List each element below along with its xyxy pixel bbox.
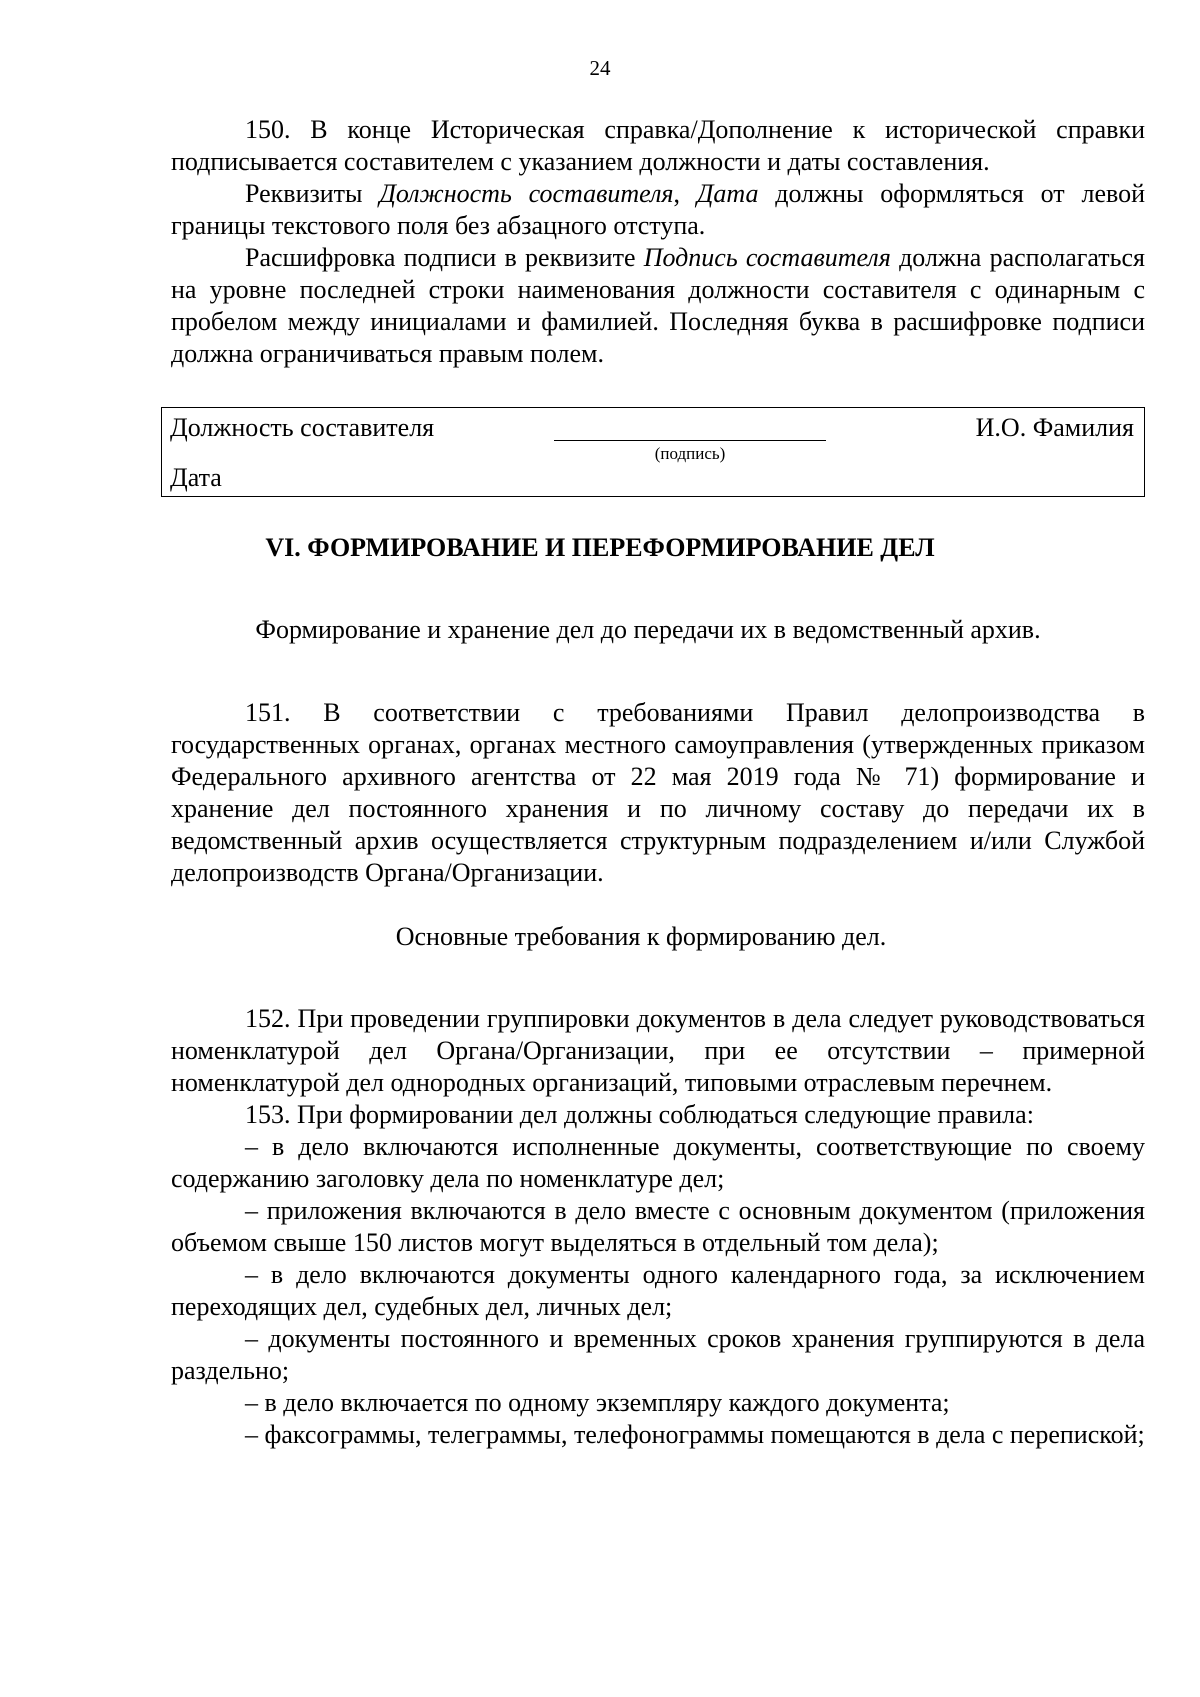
requisite-date-italic: Дата	[696, 179, 759, 208]
rule-item: – факсограммы, телеграммы, телефонограммы помещаются в дела с перепиской;	[245, 1420, 1145, 1449]
signature-position-label: Должность составителя	[170, 413, 435, 442]
requisites-text-end: должны оформляться от левой границы текстового поля без абзацного отступа.	[171, 179, 1146, 240]
rule-item: – в дело включаются исполненные документы, соответствующие по своему содержанию заголовку дела по номенклатуре дел;	[171, 1132, 1145, 1193]
rule-item: – в дело включается по одному экземпляру каждого документа;	[245, 1388, 950, 1417]
paragraph-150	[171, 114, 1145, 370]
paragraph-151	[171, 697, 1145, 889]
paragraph-153-text: 153. При формировании дел должны соблюдаться следующие правила:	[245, 1100, 1034, 1129]
paragraph-150-text: 150. В конце Историческая справка/Дополнение к исторической справки подписывается составителем с указанием должности и даты составления.	[171, 115, 1145, 176]
rule-item: – в дело включаются документы одного календарного года, за исключением переходящих дел, судебных дел, личных дел;	[171, 1260, 1145, 1321]
requisite-position-italic: Должность составителя	[379, 179, 674, 208]
decoding-text-end: должна располагаться на уровне последней строки наименования должности составителя с одинарным с пробелом между инициалами и фамилией. Последняя буква в расшифровке подписи должна ограничиваться правым полем.	[171, 243, 1145, 368]
signature-date-label: Дата	[170, 463, 222, 492]
paragraph-decoding	[171, 242, 1145, 370]
signature-caption: (подпись)	[654, 444, 726, 463]
requisites-text-start: Реквизиты	[245, 179, 380, 208]
section-title: VI. ФОРМИРОВАНИЕ И ПЕРЕФОРМИРОВАНИЕ ДЕЛ	[265, 533, 935, 562]
paragraph-requisites	[171, 178, 1145, 242]
requisites-separator: ,	[673, 179, 697, 208]
decoding-text-start: Расшифровка подписи в реквизите	[245, 243, 644, 272]
subheading-storage: Формирование и хранение дел до передачи их в ведомственный архив.	[255, 615, 1041, 644]
paragraphs-152-153	[171, 1003, 1145, 1451]
paragraph-152-text: 152. При проведении группировки документов в дела следует руководствоваться номенклатурой дел Органа/Организации, при ее отсутствии – примерной номенклатурой дел однородных организаций, типовыми отраслевым перечнем.	[171, 1004, 1145, 1097]
requisite-signature-italic: Подпись составителя	[643, 243, 891, 272]
signature-name-label: И.О. Фамилия	[975, 413, 1134, 442]
signature-sample-box	[161, 407, 1145, 497]
rule-item: – приложения включаются в дело вместе с основным документом (приложения объемом свыше 150 листов могут выделяться в отдельный том дела);	[171, 1196, 1145, 1257]
signature-line	[554, 440, 826, 441]
paragraph-151-text: 151. В соответствии с требованиями Правил делопроизводства в государственных органах, органах местного самоуправления (утвержденных приказом Федерального архивного агентства от 22 мая 2019 года № 71) формирование и хранение дел постоянного хранения и по личному составу до передачи их в ведомственный архив осуществляется структурным подразделением и/или Службой делопроизводств Органа/Организации.	[171, 698, 1145, 887]
subheading-requirements: Основные требования к формированию дел.	[395, 922, 887, 951]
page-number: 24	[589, 56, 611, 80]
rule-item: – документы постоянного и временных сроков хранения группируются в дела раздельно;	[171, 1324, 1145, 1385]
